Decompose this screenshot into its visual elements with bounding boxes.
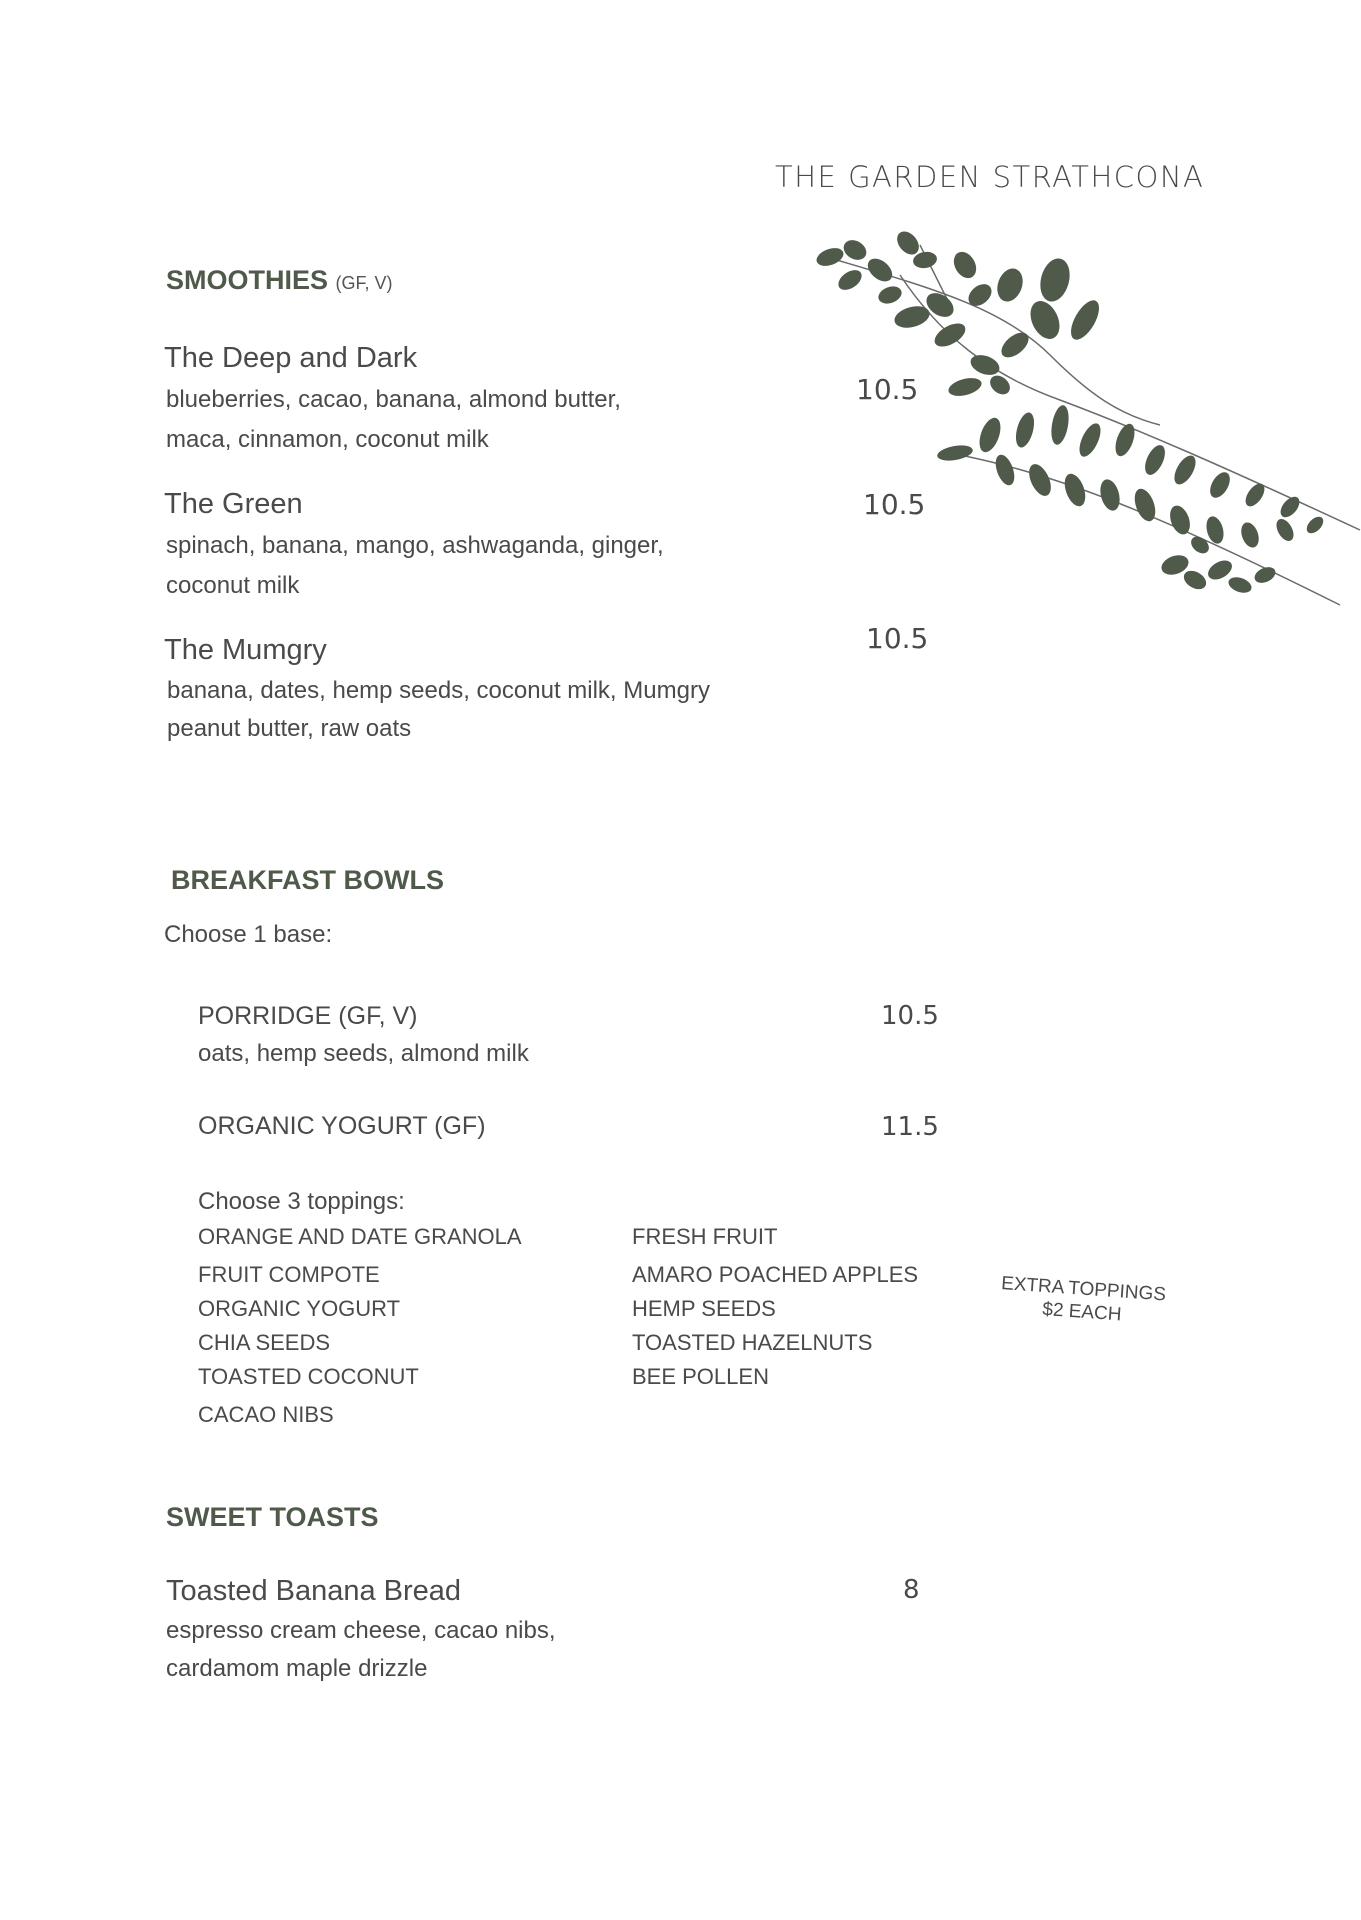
smoothies-note: (GF, V) <box>335 273 393 293</box>
base-name: ORGANIC YOGURT (GF) <box>198 1112 486 1140</box>
extra-toppings-price: $2 EACH <box>1041 1298 1123 1326</box>
smoothie-desc: coconut milk <box>166 572 300 599</box>
topping-item: CHIA SEEDS <box>198 1330 331 1355</box>
topping-item: ORGANIC YOGURT <box>198 1296 401 1321</box>
smoothie-price: 10.5 <box>866 622 929 655</box>
topping-item: TOASTED COCONUT <box>198 1364 419 1389</box>
smoothie-desc: banana, dates, hemp seeds, coconut milk, Mumgry <box>167 677 710 704</box>
smoothie-desc: spinach, banana, mango, ashwaganda, ginger, <box>166 532 664 559</box>
brand-title: THE GARDEN STRATHCONA <box>775 160 1205 194</box>
toast-desc: cardamom maple drizzle <box>166 1655 428 1682</box>
topping-item: CACAO NIBS <box>198 1402 334 1427</box>
topping-item: FRESH FRUIT <box>632 1224 778 1249</box>
smoothie-desc: peanut butter, raw oats <box>167 715 412 742</box>
toast-price: 8 <box>903 1575 920 1605</box>
smoothie-price: 10.5 <box>863 488 926 521</box>
toast-name: Toasted Banana Bread <box>166 1575 462 1607</box>
breakfast-heading: BREAKFAST BOWLS <box>171 865 444 895</box>
choose-toppings-label: Choose 3 toppings: <box>198 1188 405 1215</box>
smoothie-name: The Mumgry <box>164 634 327 666</box>
smoothie-price: 10.5 <box>856 373 919 406</box>
base-name: PORRIDGE (GF, V) <box>198 1002 418 1030</box>
base-desc: oats, hemp seeds, almond milk <box>198 1040 529 1067</box>
sweet-toasts-heading: SWEET TOASTS <box>166 1502 379 1532</box>
smoothies-heading <box>166 265 393 296</box>
topping-item: ORANGE AND DATE GRANOLA <box>198 1224 522 1249</box>
choose-base-label: Choose 1 base: <box>164 921 333 948</box>
topping-item: TOASTED HAZELNUTS <box>632 1330 873 1355</box>
smoothie-desc: blueberries, cacao, banana, almond butter, <box>166 386 621 413</box>
toast-desc: espresso cream cheese, cacao nibs, <box>166 1617 556 1644</box>
fern-illustration-icon <box>800 225 1361 620</box>
extra-toppings-line: EXTRA TOPPINGS <box>1000 1272 1167 1306</box>
smoothie-name: The Deep and Dark <box>164 342 418 374</box>
base-price: 11.5 <box>881 1112 939 1142</box>
topping-item: FRUIT COMPOTE <box>198 1262 380 1287</box>
topping-item: BEE POLLEN <box>632 1364 769 1389</box>
topping-item: HEMP SEEDS <box>632 1296 776 1321</box>
smoothies-title: SMOOTHIES <box>166 265 329 295</box>
base-price: 10.5 <box>881 1001 939 1031</box>
extra-toppings-note <box>999 1272 1167 1329</box>
topping-item: AMARO POACHED APPLES <box>632 1262 919 1287</box>
smoothie-desc: maca, cinnamon, coconut milk <box>166 426 489 453</box>
smoothie-name: The Green <box>164 488 303 520</box>
